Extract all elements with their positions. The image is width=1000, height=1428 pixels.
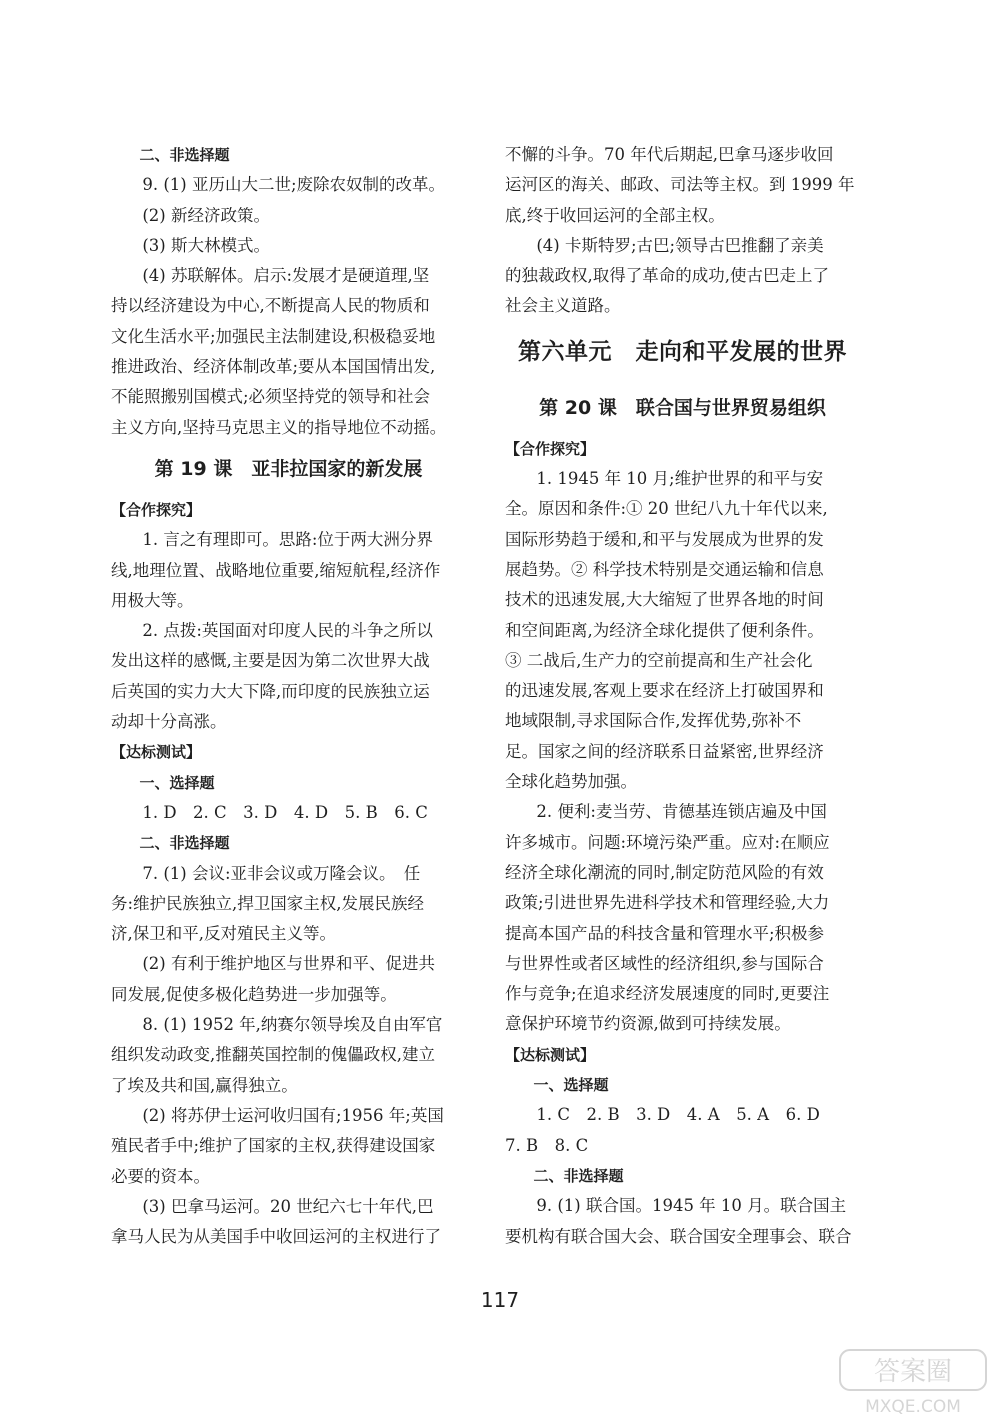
- text-line: 和空间距离,为经济全球化提供了便利条件。: [505, 620, 824, 640]
- subsection-heading: 【合作探究】: [111, 500, 202, 519]
- text-line: 的迅速发展,客观上要求在经济上打破国界和: [505, 681, 824, 701]
- text-line: 了埃及共和国,赢得独立。: [111, 1075, 298, 1095]
- text-line: 技术的迅速发展,大大缩短了世界各地的时间: [505, 590, 824, 610]
- left-column: [111, 140, 466, 1252]
- text-line: (2) 新经济政策。: [142, 205, 270, 225]
- text-line: 8. (1) 1952 年,纳赛尔领导埃及自由军官: [142, 1015, 443, 1035]
- text-line: 不懈的斗争。70 年代后期起,巴拿马逐步收回: [505, 145, 834, 164]
- section-heading: 二、非选择题: [139, 834, 230, 853]
- text-line: 运河区的海关、邮政、司法等主权。到 1999 年: [505, 175, 855, 195]
- text-line: 2. 点拨:英国面对印度人民的斗争之所以: [142, 621, 433, 641]
- text-line: 全球化趋势加强。: [505, 772, 637, 792]
- section-heading: 一、选择题: [533, 1076, 609, 1095]
- text-line: (4) 卡斯特罗;古巴;领导古巴推翻了亲美: [536, 235, 824, 255]
- svg-text:MXQE.COM: MXQE.COM: [865, 1397, 961, 1417]
- text-line: 必要的资本。: [111, 1166, 210, 1186]
- lesson-title: 第 20 课 联合国与世界贸易组织: [539, 396, 826, 419]
- right-column: [505, 140, 860, 1252]
- text-line: 1. 言之有理即可。思路:位于两大洲分界: [142, 530, 433, 550]
- text-line: 用极大等。: [111, 590, 194, 610]
- text-line: (4) 苏联解体。启示:发展才是硬道理,坚: [142, 266, 430, 286]
- subsection-heading: 【合作探究】: [505, 439, 596, 458]
- text-line: 社会主义道路。: [505, 296, 621, 316]
- text-line: 底,终于收回运河的全部主权。: [505, 205, 725, 225]
- text-line: 济,保卫和平,反对殖民主义等。: [111, 924, 336, 944]
- text-line: 文化生活水平;加强民主法制建设,积极稳妥地: [111, 326, 436, 346]
- text-line: 持以经济建设为中心,不断提高人民的物质和: [111, 296, 430, 316]
- text-line: 7. B 8. C: [505, 1135, 589, 1155]
- text-line: 全。原因和条件:① 20 世纪八九十年代以来,: [505, 499, 828, 519]
- subsection-heading: 【达标测试】: [505, 1045, 596, 1064]
- text-line: 后英国的实力大大下降,而印度的民族独立运: [111, 681, 430, 701]
- lesson-title: 第 19 课 亚非拉国家的新发展: [154, 457, 423, 480]
- text-line: 推进政治、经济体制改革;要从本国国情出发,: [111, 357, 436, 377]
- text-line: (3) 巴拿马运河。20 世纪六七十年代,巴: [142, 1196, 434, 1216]
- text-line: 同发展,促使多极化趋势进一步加强等。: [111, 984, 397, 1004]
- text-line: 2. 便利:麦当劳、肯德基连锁店遍及中国: [536, 802, 827, 822]
- text-line: 7. (1) 会议:亚非会议或万隆会议。 任: [142, 863, 421, 883]
- unit-title: 第六单元 走向和平发展的世界: [518, 338, 847, 365]
- text-line: 政策;引进世界先进科学技术和管理经验,大力: [505, 893, 830, 913]
- text-line: 拿马人民为从美国手中收回运河的主权进行了: [111, 1227, 441, 1247]
- text-line: 提高本国产品的科技含量和管理水平;积极参: [505, 923, 825, 943]
- page-number: 117: [480, 1288, 520, 1312]
- svg-text:答案圈: 答案圈: [873, 1357, 953, 1387]
- text-line: 主义方向,坚持马克思主义的指导地位不动摇。: [111, 417, 447, 437]
- section-heading: 一、选择题: [139, 773, 215, 792]
- text-line: 展趋势。② 科学技术特别是交通运输和信息: [505, 559, 824, 579]
- text-line: 线,地理位置、战略地位重要,缩短航程,经济作: [111, 560, 441, 580]
- text-line: (2) 有利于维护地区与世界和平、促进共: [142, 954, 435, 974]
- text-line: 国际形势趋于缓和,和平与发展成为世界的发: [505, 529, 824, 549]
- text-line: 组织发动政变,推翻英国控制的傀儡政权,建立: [111, 1045, 435, 1065]
- text-line: (3) 斯大林模式。: [142, 235, 270, 255]
- text-line: 1. 1945 年 10 月;维护世界的和平与安: [536, 469, 824, 489]
- text-line: 殖民者手中;维护了国家的主权,获得建设国家: [111, 1136, 436, 1156]
- section-heading: 二、非选择题: [139, 146, 230, 164]
- text-line: 不能照搬别国模式;必须坚持党的领导和社会: [111, 387, 431, 407]
- text-line: 9. (1) 亚历山大二世;废除农奴制的改革。: [142, 175, 446, 195]
- text-line: 经济全球化潮流的同时,制定防范风险的有效: [505, 862, 824, 882]
- text-line: (2) 将苏伊士运河收归国有;1956 年;英国: [142, 1105, 444, 1125]
- text-line: 地域限制,寻求国际合作,发挥优势,弥补不: [505, 711, 802, 731]
- text-line: 9. (1) 联合国。1945 年 10 月。联合国主: [536, 1196, 847, 1216]
- text-line: 的独裁政权,取得了革命的成功,使古巴走上了: [505, 266, 829, 286]
- text-line: 1. C 2. B 3. D 4. A 5. A 6. D: [536, 1105, 820, 1125]
- text-line: 务:维护民族独立,捍卫国家主权,发展民族经: [111, 893, 425, 913]
- subsection-heading: 【达标测试】: [111, 743, 202, 762]
- text-line: 与世界性或者区域性的经济组织,参与国际合: [505, 953, 824, 973]
- text-line: 意保护环境节约资源,做到可持续发展。: [505, 1014, 791, 1034]
- text-line: ③ 二战后,生产力的空前提高和生产社会化: [505, 650, 813, 670]
- text-line: 许多城市。问题:环境污染严重。应对:在顺应: [505, 832, 830, 852]
- text-line: 1. D 2. C 3. D 4. D 5. B 6. C: [142, 802, 428, 822]
- section-heading: 二、非选择题: [533, 1166, 624, 1185]
- watermark-logo: [838, 1346, 988, 1418]
- text-line: 动却十分高涨。: [111, 712, 227, 732]
- text-line: 发出这样的感慨,主要是因为第二次世界大战: [111, 651, 430, 671]
- text-line: 足。国家之间的经济联系日益紧密,世界经济: [505, 741, 824, 761]
- text-line: 要机构有联合国大会、联合国安全理事会、联合: [505, 1226, 852, 1246]
- text-line: 作与竞争;在追求经济发展速度的同时,更要注: [505, 984, 830, 1004]
